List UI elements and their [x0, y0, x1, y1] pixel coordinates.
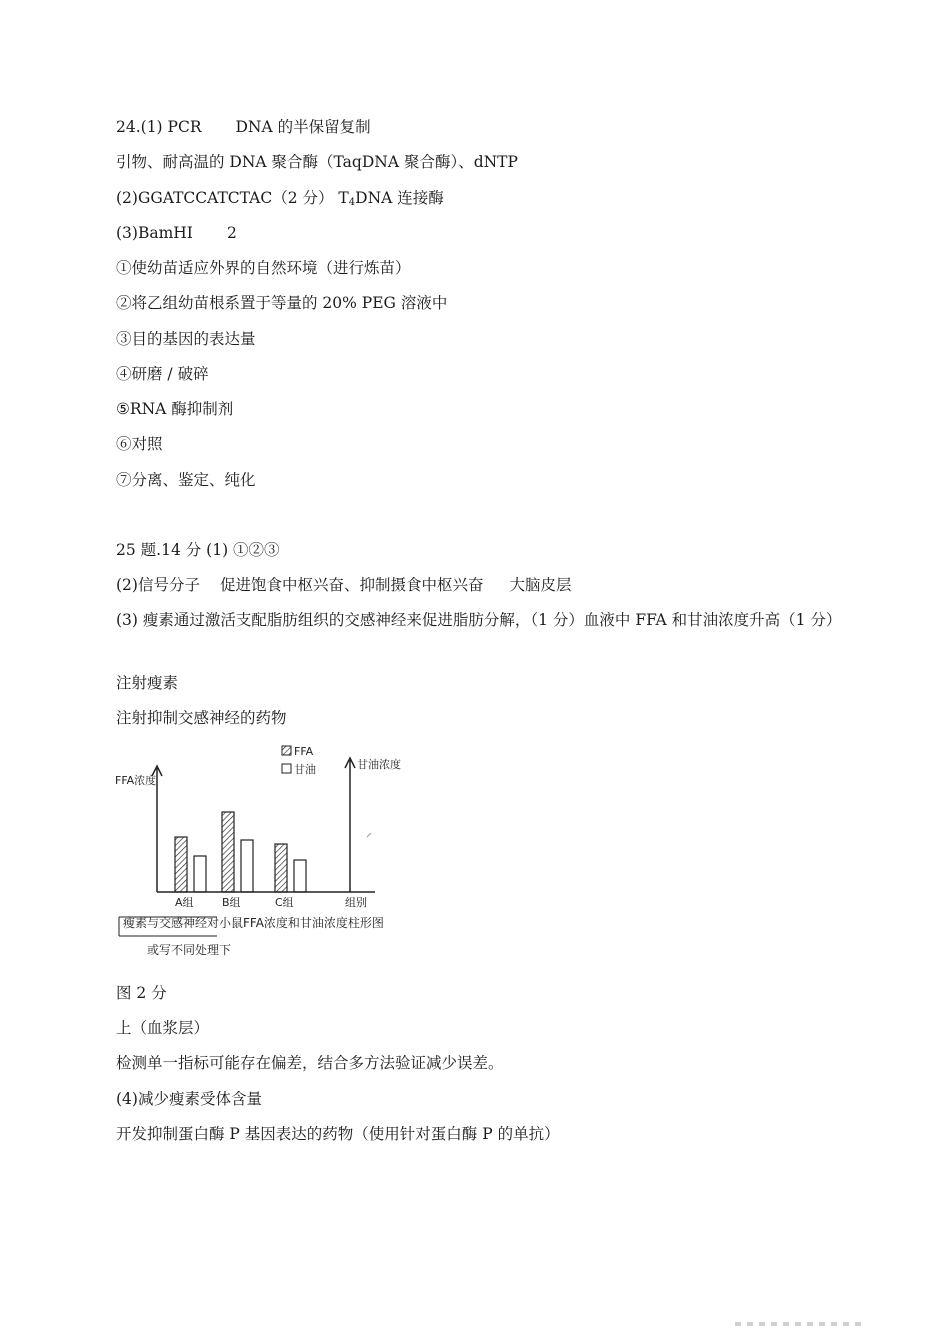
- category-label-3: C组: [275, 896, 294, 909]
- category-label-1: A组: [175, 896, 194, 909]
- bar-glycerol-1: [194, 856, 206, 892]
- bar-ffa-2: [222, 812, 234, 892]
- legend-ffa-swatch: [282, 746, 291, 755]
- chart-caption-alt: 或写不同处理下: [147, 943, 232, 957]
- q24-step-1: ①使幼苗适应外界的自然环境（进行炼苗）: [116, 259, 411, 277]
- bar-ffa-1: [175, 837, 187, 892]
- q24-step-6: ⑥对照: [116, 435, 163, 453]
- scan-artifact: [735, 1322, 865, 1326]
- legend-ffa-label: FFA: [294, 745, 314, 758]
- q24-step-2: ②将乙组幼苗根系置于等量的 20% PEG 溶液中: [116, 294, 448, 312]
- q25-part1: 25 题.14 分 (1) ①②③: [116, 541, 280, 559]
- q25-inject-drug: 注射抑制交感神经的药物: [116, 709, 287, 727]
- ylabel-left: FFA浓度: [115, 774, 157, 787]
- chart-caption: 瘦素与交感神经对小鼠FFA浓度和甘油浓度柱形图: [123, 916, 384, 930]
- xlabel: 组别: [345, 896, 367, 909]
- q25-part2: (2)信号分子 促进饱食中枢兴奋、抑制摄食中枢兴奋 大脑皮层: [116, 576, 572, 594]
- legend-glycerol-swatch: [282, 764, 291, 773]
- q25-part3: (3) 瘦素通过激活支配脂肪组织的交感神经来促进脂肪分解，（1 分）血液中 FFA 和甘油浓度升高（1 分）: [116, 611, 842, 629]
- q24-part1: 24.(1) PCR DNA 的半保留复制: [116, 118, 371, 136]
- ylabel-right: 甘油浓度: [357, 758, 401, 771]
- q24-part3: (3)BamHI 2: [116, 224, 237, 242]
- q25-plasma-layer: 上（血浆层）: [116, 1019, 210, 1037]
- bar-chart-sketch: [105, 740, 435, 965]
- bar-glycerol-3: [294, 860, 306, 892]
- q25-error-note: 检测单一指标可能存在偏差，结合多方法验证减少误差。: [116, 1054, 504, 1072]
- q25-part4: (4)减少瘦素受体含量: [116, 1090, 262, 1108]
- legend-glycerol-label: 甘油: [294, 763, 316, 776]
- bars-group: [175, 812, 306, 892]
- bar-glycerol-2: [241, 840, 253, 892]
- category-label-2: B组: [222, 896, 241, 909]
- q24-part2: (2)GGATCCATCTAC（2 分） $T_4DNA$ 连接酶: [116, 189, 444, 208]
- q24-step-7: ⑦分离、鉴定、纯化: [116, 471, 256, 489]
- figure-score: 图 2 分: [116, 984, 167, 1002]
- bar-ffa-3: [275, 844, 287, 892]
- q24-part1-reagents: 引物、耐高温的 DNA 聚合酶（TaqDNA 聚合酶）、dNTP: [116, 153, 518, 171]
- category-labels: [175, 896, 294, 909]
- q25-drug-development: 开发抑制蛋白酶 P 基因表达的药物（使用针对蛋白酶 P 的单抗）: [116, 1125, 560, 1143]
- q24-step-4: ④研磨 / 破碎: [116, 365, 209, 383]
- q24-step-3: ③目的基因的表达量: [116, 330, 256, 348]
- q24-step-5: ⑤RNA 酶抑制剂: [116, 400, 234, 418]
- q25-inject-leptin: 注射瘦素: [116, 674, 179, 692]
- stray-mark: [367, 833, 371, 837]
